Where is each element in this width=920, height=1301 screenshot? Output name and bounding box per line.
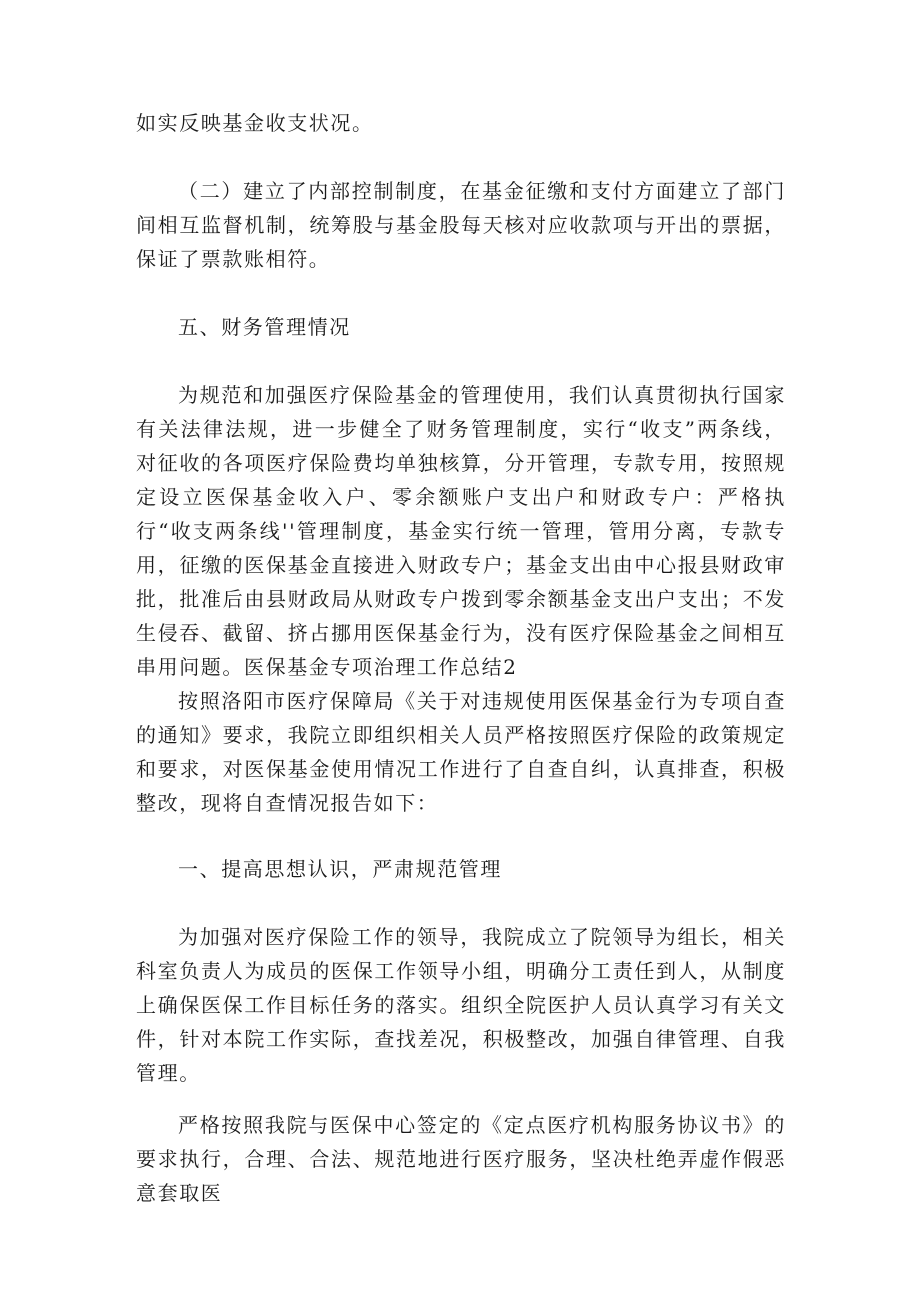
heading-improve-awareness: 一、提高思想认识，严肃规范管理	[178, 857, 502, 881]
paragraph-internal-control: （二）建立了内部控制制度，在基金征缴和支付方面建立了部门间相互监督机制，统筹股与基金股每天核对应收款项与开出的票据，保证了票款账相符。	[136, 179, 786, 271]
paragraph-fund-status-end: 如实反映基金收支状况。	[136, 111, 374, 135]
paragraph-financial-management: 为规范和加强医疗保险基金的管理使用，我们认真贯彻执行国家有关法律法规，进一步健全了财务管理制度，实行“收支”两条线，对征收的各项医疗保险费均单独核算，分开管理，专款专用，按照规定设立医保基金收入户、零余额账户支出户和财政专户：严格执行“收支两条线''管理制度，基金实行统一管理，管用分离，专款专用，征缴的医保基金直接进入财政专户；基金支出由中心报县财政审批，批准后由县财政局从财政专户拨到零余额基金支出户支出；不发生侵吞、截留、挤占挪用医保基金行为，没有医疗保险基金之间相互串用问题。医保基金专项治理工作总结2	[136, 383, 786, 679]
paragraph-leadership-group: 为加强对医疗保险工作的领导，我院成立了院领导为组长，相关科室负责人为成员的医保工作领导小组，明确分工责任到人，从制度上确保医保工作目标任务的落实。组织全院医护人员认真学习有关文件，针对本院工作实际，查找差况，积极整改，加强自律管理、自我管理。	[136, 925, 786, 1085]
heading-financial-management: 五、财务管理情况	[178, 315, 351, 339]
paragraph-service-agreement: 严格按照我院与医保中心签定的《定点医疗机构服务协议书》的要求执行，合理、合法、规范地进行医疗服务，坚决杜绝弄虚作假恶意套取医	[136, 1113, 786, 1205]
paragraph-self-inspection-intro: 按照洛阳市医疗保障局《关于对违规使用医保基金行为专项自查的通知》要求，我院立即组织相关人员严格按照医疗保险的政策规定和要求，对医保基金使用情况工作进行了自查自纠，认真排查，积极整改，现将自查情况报告如下：	[136, 689, 786, 815]
